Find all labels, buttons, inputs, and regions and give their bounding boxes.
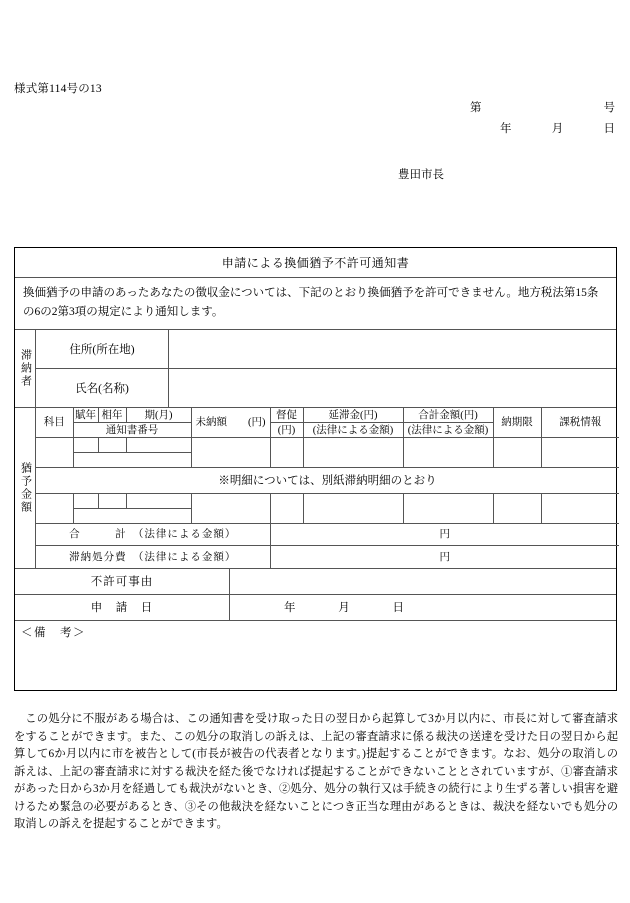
taxpayer-name-value[interactable] xyxy=(168,369,616,407)
issue-date-year: 年 xyxy=(500,123,512,135)
cell-sounen[interactable] xyxy=(98,494,126,509)
deferred-amount-section xyxy=(15,407,616,568)
cell-due-date[interactable] xyxy=(493,438,541,468)
header-delinquency-charge-line2: (法律による金額) xyxy=(303,423,403,438)
taxpayer-name-label: 氏名(名称) xyxy=(35,369,168,407)
application-date-row xyxy=(15,594,616,620)
table-header-row-1 xyxy=(36,408,619,423)
rejection-reason-row xyxy=(15,568,616,594)
grand-total-label: 合 計 （法律による金額） xyxy=(36,524,270,546)
cell-funen[interactable] xyxy=(73,438,98,453)
taxpayer-section-label xyxy=(15,330,35,407)
cell-unpaid-amount[interactable] xyxy=(191,438,270,468)
application-date-month: 月 xyxy=(338,602,350,615)
header-tax-info: 課税情報 xyxy=(541,408,619,438)
header-sounen: 相年 xyxy=(98,408,126,423)
taxpayer-address-value[interactable] xyxy=(168,330,616,368)
cell-kamoku[interactable] xyxy=(36,438,73,468)
cell-tax-info[interactable] xyxy=(541,438,619,468)
application-date-year: 年 xyxy=(284,602,296,615)
table-row xyxy=(36,494,619,509)
taxpayer-section xyxy=(15,329,616,407)
form-intro-text: 換価猶予の申請のあったあなたの徴収金については、下記のとおり換価猶予を許可できません。地方税法第15条の6の2第3項の規定により通知します。 xyxy=(15,277,616,329)
issue-date-month: 月 xyxy=(551,123,564,135)
rejection-reason-label: 不許可事由 xyxy=(90,576,154,589)
header-total-amount-line2: (法律による金額) xyxy=(403,423,493,438)
cell-demand-fee[interactable] xyxy=(270,494,303,524)
header-notice-number: 通知書番号 xyxy=(73,423,191,438)
cell-tax-info[interactable] xyxy=(541,494,619,524)
remarks-label: ＜備 考＞ xyxy=(21,626,86,639)
cell-sounen[interactable] xyxy=(98,438,126,453)
header-funen: 賦年 xyxy=(73,408,98,423)
grand-total-unit: 円 xyxy=(439,529,450,541)
application-date-label: 申 請 日 xyxy=(90,602,154,615)
deferred-amount-section-label-text: 猶予金額 xyxy=(19,461,32,514)
deferred-amount-section-label xyxy=(15,408,35,568)
header-unpaid-amount: 未納額 (円) xyxy=(191,408,270,438)
cell-total-amount[interactable] xyxy=(403,494,493,524)
cell-kitsuki[interactable] xyxy=(126,494,191,509)
rejection-reason-value[interactable] xyxy=(229,569,616,594)
issue-date-line xyxy=(500,120,615,136)
cell-due-date[interactable] xyxy=(493,494,541,524)
issue-date-day: 日 xyxy=(603,123,615,135)
cell-notice-number[interactable] xyxy=(73,453,191,468)
form-number: 様式第114号の13 xyxy=(14,83,102,95)
header-delinquency-charge-line1: 延滞金(円) xyxy=(303,408,403,423)
header-total-amount-line1: 合計金額(円) xyxy=(403,408,493,423)
cell-unpaid-amount[interactable] xyxy=(191,494,270,524)
cell-notice-number[interactable] xyxy=(73,509,191,524)
header-demand-fee-line1: 督促 xyxy=(270,408,303,423)
header-demand-fee-line2: (円) xyxy=(270,423,303,438)
cell-kamoku[interactable] xyxy=(36,494,73,524)
cell-delinquency-charge[interactable] xyxy=(303,494,403,524)
taxpayer-address-label: 住所(所在地) xyxy=(35,330,168,368)
disposition-cost-value[interactable] xyxy=(270,546,619,568)
detail-note-text: ※明細については、別紙滞納明細のとおり xyxy=(36,468,619,494)
header-due-date: 納期限 xyxy=(493,408,541,438)
appeal-instructions-text: この処分に不服がある場合は、この通知書を受け取った日の翌日から起算して3か月以内に、市長に対して審査請求をすることができます。また、この処分の取消しの訴えは、上記の審査請求に係る裁決の送達を受けた日の翌日から起算して6か月以内に市を被告として(市長が被告の代表者となります。)提起することができます。なお、処分の取消しの訴えは、上記の審査請求に対する裁決を経た後でなければ提起することができないこととされていますが、①審査請求があった日から3か月を経過しても裁決がないとき、②処分、処分の執行又は手続きの続行により生ずる著しい損害を避けるため緊急の必要があるとき、③その他裁決を経ないことにつき正当な理由があるときは、裁決を経ないでも処分の取消しの訴えを提起することができます。 xyxy=(14,713,618,830)
disposition-cost-row xyxy=(36,546,619,568)
cell-total-amount[interactable] xyxy=(403,438,493,468)
cell-funen[interactable] xyxy=(73,494,98,509)
taxpayer-name-row xyxy=(35,368,616,407)
remarks-box[interactable] xyxy=(15,620,616,690)
grand-total-row xyxy=(36,524,619,546)
header-kamoku: 科目 xyxy=(36,408,73,438)
grand-total-value[interactable] xyxy=(270,524,619,546)
disposition-cost-unit: 円 xyxy=(439,551,450,563)
header-kitsuki: 期(月) xyxy=(126,408,191,423)
deferred-amount-table xyxy=(36,408,619,568)
cell-kitsuki[interactable] xyxy=(126,438,191,453)
taxpayer-address-row xyxy=(35,330,616,368)
notice-form-box xyxy=(14,247,617,691)
form-title: 申請による換価猶予不許可通知書 xyxy=(221,256,410,270)
disposition-cost-label: 滞納処分費 （法律による金額） xyxy=(36,546,270,568)
table-row xyxy=(36,438,619,453)
taxpayer-section-label-text: 滞納者 xyxy=(19,348,32,388)
detail-note-row xyxy=(36,468,619,494)
cell-demand-fee[interactable] xyxy=(270,438,303,468)
document-number-suffix: 号 xyxy=(603,102,615,114)
issuer-name: 豊田市長 xyxy=(398,169,444,181)
document-number-prefix: 第 xyxy=(470,102,482,114)
cell-delinquency-charge[interactable] xyxy=(303,438,403,468)
application-date-day: 日 xyxy=(392,602,404,615)
document-number-line xyxy=(470,99,615,115)
application-date-value[interactable] xyxy=(229,595,616,620)
